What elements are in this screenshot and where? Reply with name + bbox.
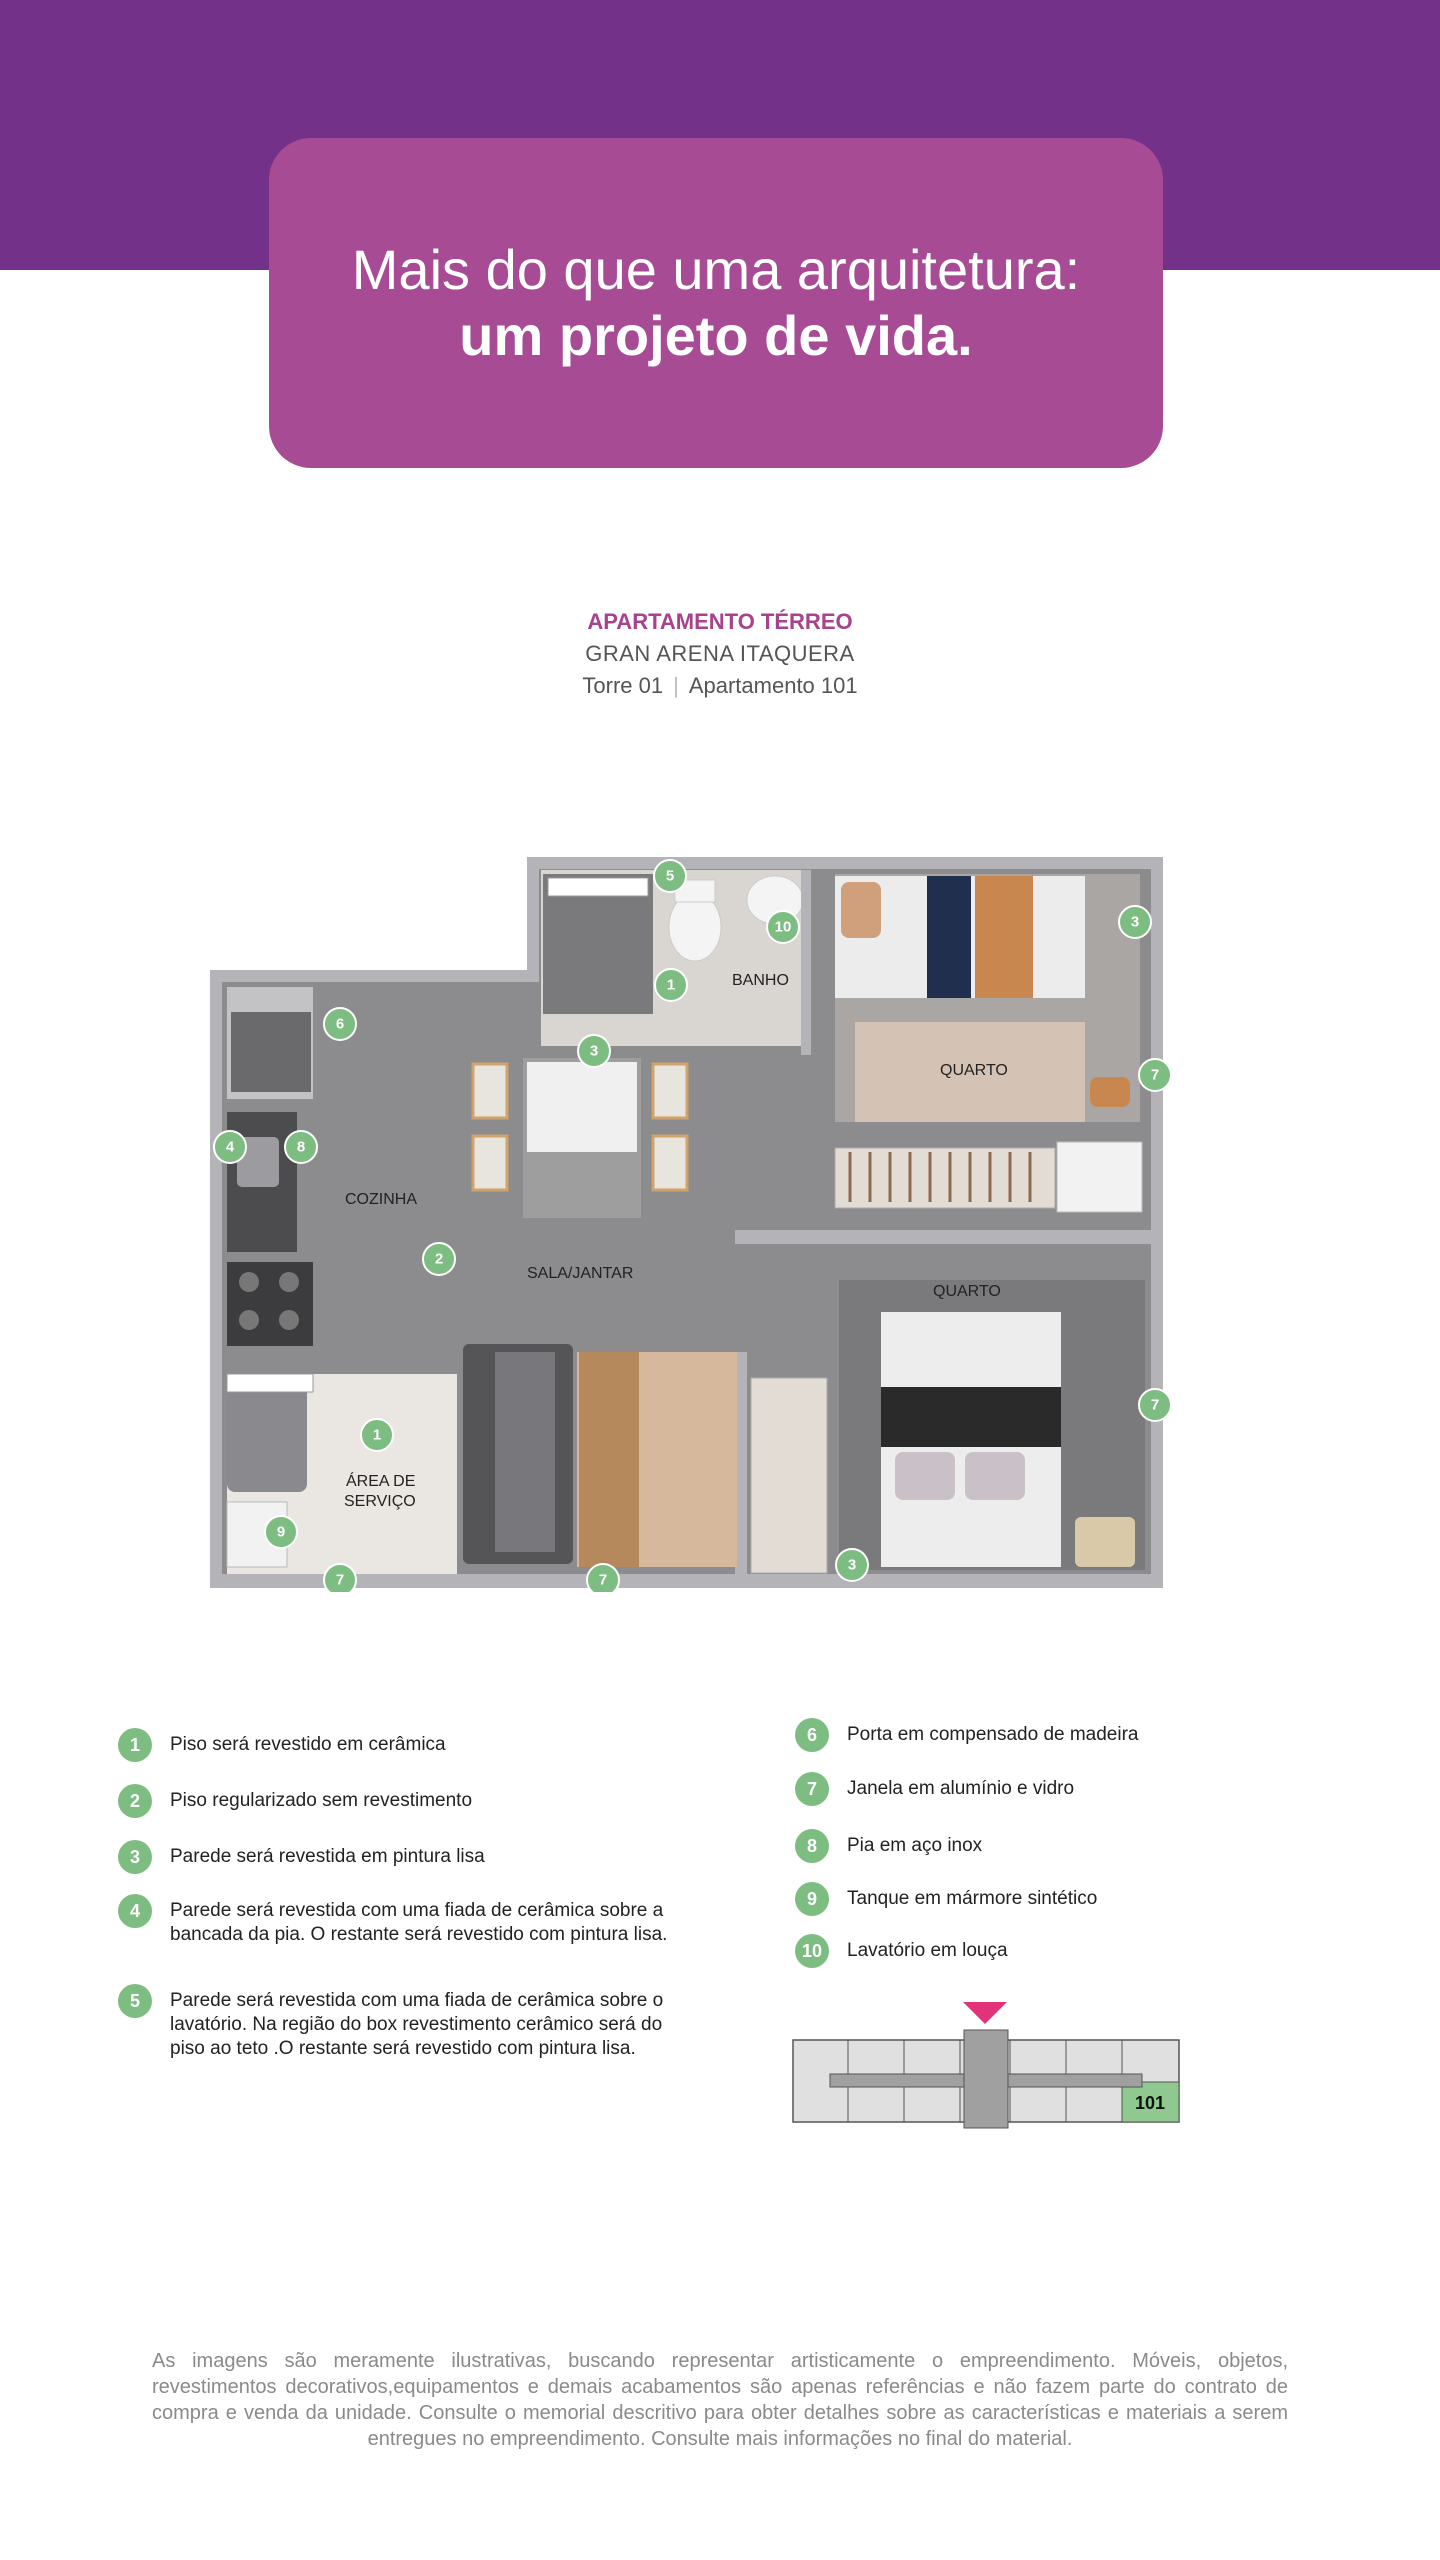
svg-text:7: 7 (1150, 1066, 1160, 1084)
legend-badge: 9 (795, 1882, 829, 1916)
legend-item (795, 1718, 1255, 1752)
legend-item (118, 1894, 678, 1947)
plan-marker (655, 969, 687, 1001)
legend-item (795, 1829, 1255, 1863)
legend-item (795, 1882, 1255, 1916)
plan-marker (361, 1419, 393, 1451)
separator: | (673, 673, 679, 698)
plan-marker (324, 1564, 356, 1592)
svg-text:7: 7 (335, 1571, 345, 1589)
legend-badge: 1 (118, 1728, 152, 1762)
apartment-info (0, 606, 1440, 702)
svg-text:10: 10 (774, 918, 792, 936)
room-label-quarto-2: QUARTO (933, 1283, 1001, 1300)
svg-text:7: 7 (598, 1571, 608, 1589)
plan-marker (1139, 1059, 1171, 1091)
legend-item (118, 1784, 678, 1818)
svg-text:3: 3 (847, 1556, 857, 1574)
legend-text: Lavatório em louça (847, 1940, 1008, 1961)
legend-text: Parede será revestida com uma fiada de cerâmica sobre o lavatório. Na região do box revestimento cerâmico será do piso ao teto .O restante será revestido com pintura lisa. (170, 1990, 664, 2059)
floor-plan (205, 852, 1175, 1592)
plan-marker (423, 1243, 455, 1275)
legend-item (795, 1772, 1255, 1806)
legend-text: Pia em aço inox (847, 1835, 983, 1856)
apartment-type: APARTAMENTO TÉRREO (587, 609, 853, 634)
plan-marker (654, 860, 686, 892)
plan-marker (1119, 906, 1151, 938)
svg-text:1: 1 (666, 976, 676, 994)
plan-marker (324, 1008, 356, 1040)
room-label-banho: BANHO (732, 972, 789, 989)
legend-badge: 4 (118, 1894, 152, 1928)
svg-text:2: 2 (434, 1250, 444, 1268)
legend-badge: 8 (795, 1829, 829, 1863)
svg-text:5: 5 (665, 867, 675, 885)
legend-item (118, 1984, 678, 2061)
svg-text:1: 1 (372, 1426, 382, 1444)
hero-title-line2: um projeto de vida. (459, 304, 973, 367)
svg-text:9: 9 (276, 1523, 286, 1541)
room-label-cozinha: COZINHA (345, 1191, 417, 1208)
svg-text:7: 7 (1150, 1396, 1160, 1414)
hero-title-line1: Mais do que uma arquitetura: (351, 238, 1081, 301)
plan-marker (587, 1564, 619, 1592)
legend-badge: 3 (118, 1840, 152, 1874)
plan-marker (285, 1131, 317, 1163)
key-plan (792, 1998, 1182, 2133)
svg-text:3: 3 (589, 1042, 599, 1060)
unit-number-label: 101 (1134, 2093, 1166, 2113)
room-label-quarto-1: QUARTO (940, 1062, 1008, 1079)
legend-text: Parede será revestida em pintura lisa (170, 1846, 485, 1867)
legend-item (118, 1728, 678, 1762)
legend-badge: 6 (795, 1718, 829, 1752)
legend-text: Piso será revestido em cerâmica (170, 1734, 446, 1755)
legend-text: Parede será revestida com uma fiada de cerâmica sobre a bancada da pia. O restante será revestido com pintura lisa. (170, 1900, 668, 1945)
legend-badge: 10 (795, 1934, 829, 1968)
hero-card (269, 138, 1163, 468)
legend-text: Tanque em mármore sintético (847, 1888, 1098, 1909)
unit-label: Apartamento 101 (688, 673, 858, 698)
disclaimer: As imagens são meramente ilustrativas, buscando representar artisticamente o empreendimento. Móveis, objetos, revestimentos decorativos,equipamentos e demais acabamentos são apenas referências e não fazem parte do contrato de compra e venda da unidade. Consulte o memorial descritivo para obter detalhes sobre as características e materiais a serem entregues no empreendimento. Consulte mais informações no final do material. (152, 2350, 1288, 2450)
svg-text:6: 6 (335, 1015, 345, 1033)
legend-text: Janela em alumínio e vidro (847, 1778, 1075, 1799)
plan-marker (214, 1131, 246, 1163)
legend-badge: 5 (118, 1984, 152, 2018)
development-name: GRAN ARENA ITAQUERA (585, 641, 855, 666)
room-label-area-line2: SERVIÇO (344, 1493, 416, 1510)
svg-text:4: 4 (225, 1138, 235, 1156)
legend-badge: 2 (118, 1784, 152, 1818)
pointer-arrow-icon (963, 2002, 1007, 2024)
svg-text:8: 8 (296, 1138, 306, 1156)
plan-marker (1139, 1389, 1171, 1421)
tower-label: Torre 01 (582, 673, 664, 698)
room-label-area-line1: ÁREA DE (346, 1473, 416, 1490)
apartment-unit-line (0, 670, 1440, 702)
room-label-sala-jantar: SALA/JANTAR (527, 1265, 634, 1282)
legend-badge: 7 (795, 1772, 829, 1806)
plan-marker (836, 1549, 868, 1581)
legend-item (795, 1934, 1255, 1968)
svg-text:3: 3 (1130, 913, 1140, 931)
legend-text: Piso regularizado sem revestimento (170, 1790, 473, 1811)
plan-marker (578, 1035, 610, 1067)
plan-marker (767, 911, 799, 943)
legend-text: Porta em compensado de madeira (847, 1724, 1139, 1745)
plan-marker (265, 1516, 297, 1548)
legend-item (118, 1840, 678, 1874)
